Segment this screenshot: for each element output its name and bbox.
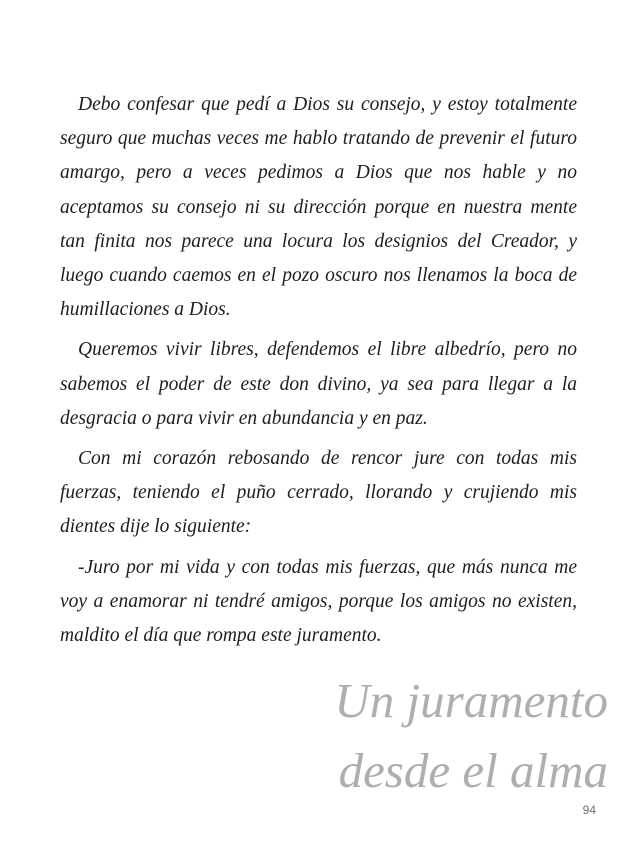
paragraph-confession: Debo confesar que pedí a Dios su consejo, y estoy totalmente seguro que muchas veces me hablo tratando de prevenir el futuro amargo, pero a veces pedimos a Dios que nos hable y no aceptamos su consejo ni su dirección porque en nuestra mente tan finita nos parece una locura los designios del Creador, y luego cuando caemos en el pozo oscuro nos llenamos la boca de humillaciones a Dios.: [60, 94, 577, 321]
watermark-line-1: Un juramento: [334, 673, 608, 728]
watermark-line-2: desde el alma: [338, 743, 608, 798]
paragraph-rancor: Con mi corazón rebosando de rencor jure con todas mis fuerzas, teniendo el puño cerrado, llorando y crujiendo mis dientes dije lo siguiente:: [60, 448, 577, 538]
page-body: [60, 88, 577, 659]
paragraph-oath: -Juro por mi vida y con todas mis fuerzas, que más nunca me voy a enamorar ni tendré amigos, porque los amigos no existen, maldito el día que rompa este juramento.: [60, 556, 577, 647]
page-number: 94: [582, 803, 596, 817]
book-title-watermark: [188, 666, 608, 806]
paragraph-free-will: Queremos vivir libres, defendemos el libre albedrío, pero no sabemos el poder de este don divino, ya sea para llegar a la desgracia o para vivir en abundancia y en paz.: [60, 339, 577, 429]
